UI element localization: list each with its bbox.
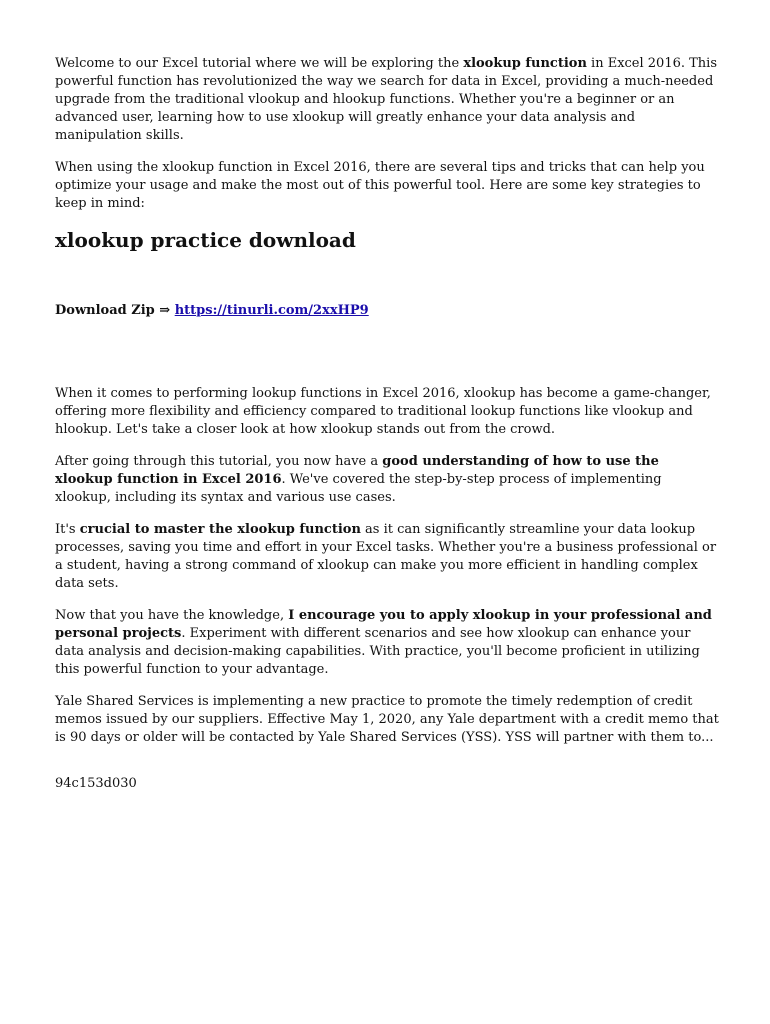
intro-text-start: Welcome to our Excel tutorial where we will be exploring the — [55, 56, 464, 71]
importance-text-end: as it can significantly streamline your data lookup processes, saving you time and effort in your Excel tasks. Whether you're a business professional or a student, having a strong command of xlookup can make you more efficient in handling complex data sets. — [55, 522, 717, 591]
summary-text-start: After going through this tutorial, you now have a — [55, 454, 383, 469]
summary-bold-term: good understanding of how to use the xlookup function in Excel 2016 — [55, 454, 659, 487]
encourage-text-end: . Experiment with different scenarios and see how xlookup can enhance your data analysis and decision-making capabilities. With practice, you'll become proficient in utilizing this powerful function to your advantage. — [55, 626, 700, 677]
download-label: Download Zip ⇒ — [55, 303, 175, 318]
summary-paragraph — [55, 453, 720, 507]
document-body — [55, 55, 720, 807]
importance-bold-term: crucial to master the xlookup function — [79, 522, 361, 537]
code-string: 94c153d030 — [55, 776, 137, 791]
tips-paragraph: When using the xlookup function in Excel 2016, there are several tips and tricks that can help you optimize your usage and make the most out of this powerful tool. Here are some key strategies to keep in mind: — [55, 160, 705, 211]
download-link[interactable]: https://tinurli.com/2xxHP9 — [174, 303, 369, 318]
section-heading: xlookup practice download — [55, 228, 356, 252]
encourage-text-start: Now that you have the knowledge, — [55, 608, 289, 623]
summary-text-end: . We've covered the step-by-step process of implementing xlookup, including its syntax and various use cases. — [55, 472, 662, 505]
comparison-paragraph: When it comes to performing lookup functions in Excel 2016, xlookup has become a game-changer, offering more flexibility and efficiency compared to traditional lookup functions like vlookup and hlookup. Let's take a closer look at how xlookup stands out from the crowd. — [55, 386, 711, 437]
importance-text-start: It's — [55, 522, 80, 537]
intro-paragraph — [55, 55, 720, 145]
yale-paragraph: Yale Shared Services is implementing a new practice to promote the timely redemption of credit memos issued by our suppliers. Effective May 1, 2020, any Yale department with a credit memo that is 90 days or older will be contacted by Yale Shared Services (YSS). YSS will partner with them to... — [55, 694, 719, 745]
intro-bold-term: xlookup function — [463, 56, 587, 71]
intro-text-end: in Excel 2016. This powerful function has revolutionized the way we search for data in Excel, providing a much-needed upgrade from the traditional vlookup and hlookup functions. Whether you're a beginner or an advanced user, learning how to use xlookup will greatly enhance your data analysis and manipulation skills. — [55, 56, 718, 143]
encourage-paragraph — [55, 607, 720, 679]
encourage-bold-term: I encourage you to apply xlookup in your professional and personal projects — [55, 608, 712, 641]
importance-paragraph — [55, 521, 720, 593]
download-line — [55, 302, 720, 320]
